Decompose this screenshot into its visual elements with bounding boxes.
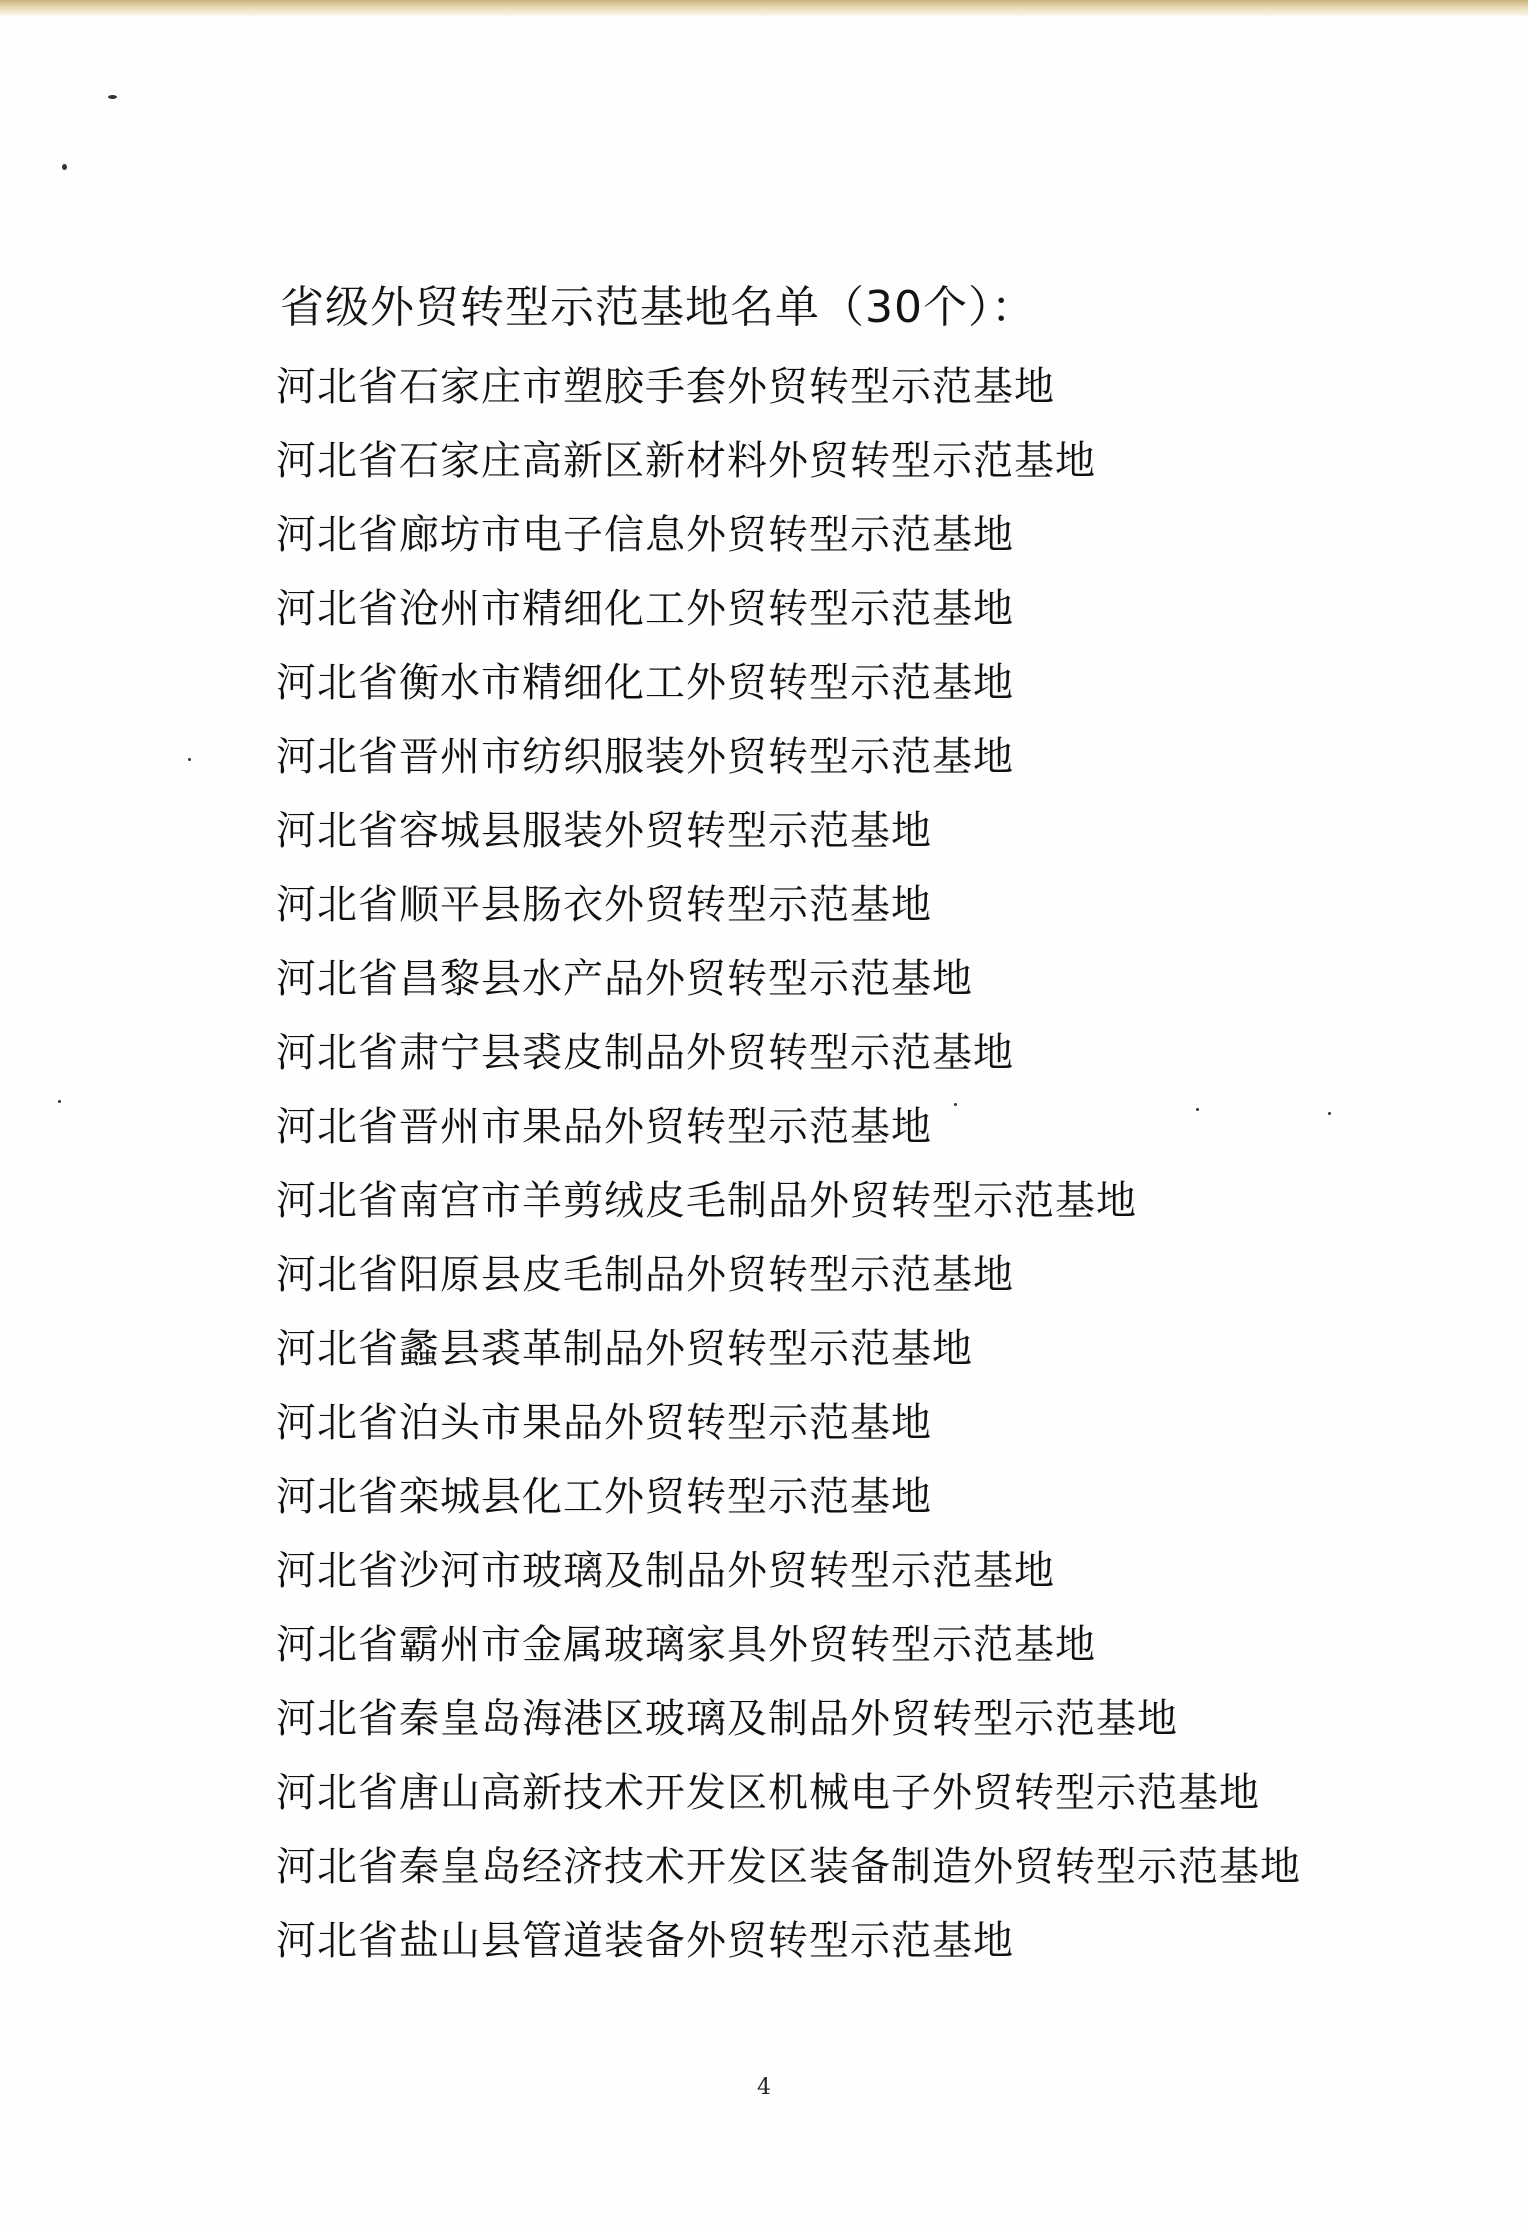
list-item: 河北省晋州市果品外贸转型示范基地 — [276, 1104, 932, 1150]
list-item: 河北省沙河市玻璃及制品外贸转型示范基地 — [276, 1548, 1055, 1594]
list-item: 河北省容城县服装外贸转型示范基地 — [276, 808, 932, 854]
scan-speck — [1328, 1112, 1331, 1115]
scan-top-edge — [0, 0, 1528, 16]
list-item: 河北省顺平县肠衣外贸转型示范基地 — [276, 882, 932, 928]
list-item: 河北省晋州市纺织服装外贸转型示范基地 — [276, 734, 1014, 780]
scan-speck — [108, 95, 117, 99]
scan-speck — [188, 758, 191, 761]
list-item: 河北省秦皇岛经济技术开发区装备制造外贸转型示范基地 — [276, 1844, 1301, 1890]
list-item: 河北省泊头市果品外贸转型示范基地 — [276, 1400, 932, 1446]
list-item: 河北省阳原县皮毛制品外贸转型示范基地 — [276, 1252, 1014, 1298]
list-item: 河北省蠡县裘革制品外贸转型示范基地 — [276, 1326, 973, 1372]
list-item: 河北省肃宁县裘皮制品外贸转型示范基地 — [276, 1030, 1014, 1076]
list-item: 河北省唐山高新技术开发区机械电子外贸转型示范基地 — [276, 1770, 1260, 1816]
list-item: 河北省栾城县化工外贸转型示范基地 — [276, 1474, 932, 1520]
list-item: 河北省沧州市精细化工外贸转型示范基地 — [276, 586, 1014, 632]
list-item: 河北省南宫市羊剪绒皮毛制品外贸转型示范基地 — [276, 1178, 1137, 1224]
scan-speck — [62, 164, 67, 170]
scan-speck — [58, 1100, 61, 1103]
list-item: 河北省盐山县管道装备外贸转型示范基地 — [276, 1918, 1014, 1964]
list-item: 河北省石家庄高新区新材料外贸转型示范基地 — [276, 438, 1096, 484]
list-heading: 省级外贸转型示范基地名单（30个）： — [280, 282, 1036, 333]
list-item: 河北省秦皇岛海港区玻璃及制品外贸转型示范基地 — [276, 1696, 1178, 1742]
list-item: 河北省衡水市精细化工外贸转型示范基地 — [276, 660, 1014, 706]
list-item: 河北省石家庄市塑胶手套外贸转型示范基地 — [276, 364, 1055, 410]
list-item: 河北省霸州市金属玻璃家具外贸转型示范基地 — [276, 1622, 1096, 1668]
demonstration-base-list — [276, 350, 1301, 1978]
page-number: 4 — [757, 2075, 771, 2100]
list-item: 河北省昌黎县水产品外贸转型示范基地 — [276, 956, 973, 1002]
list-item: 河北省廊坊市电子信息外贸转型示范基地 — [276, 512, 1014, 558]
